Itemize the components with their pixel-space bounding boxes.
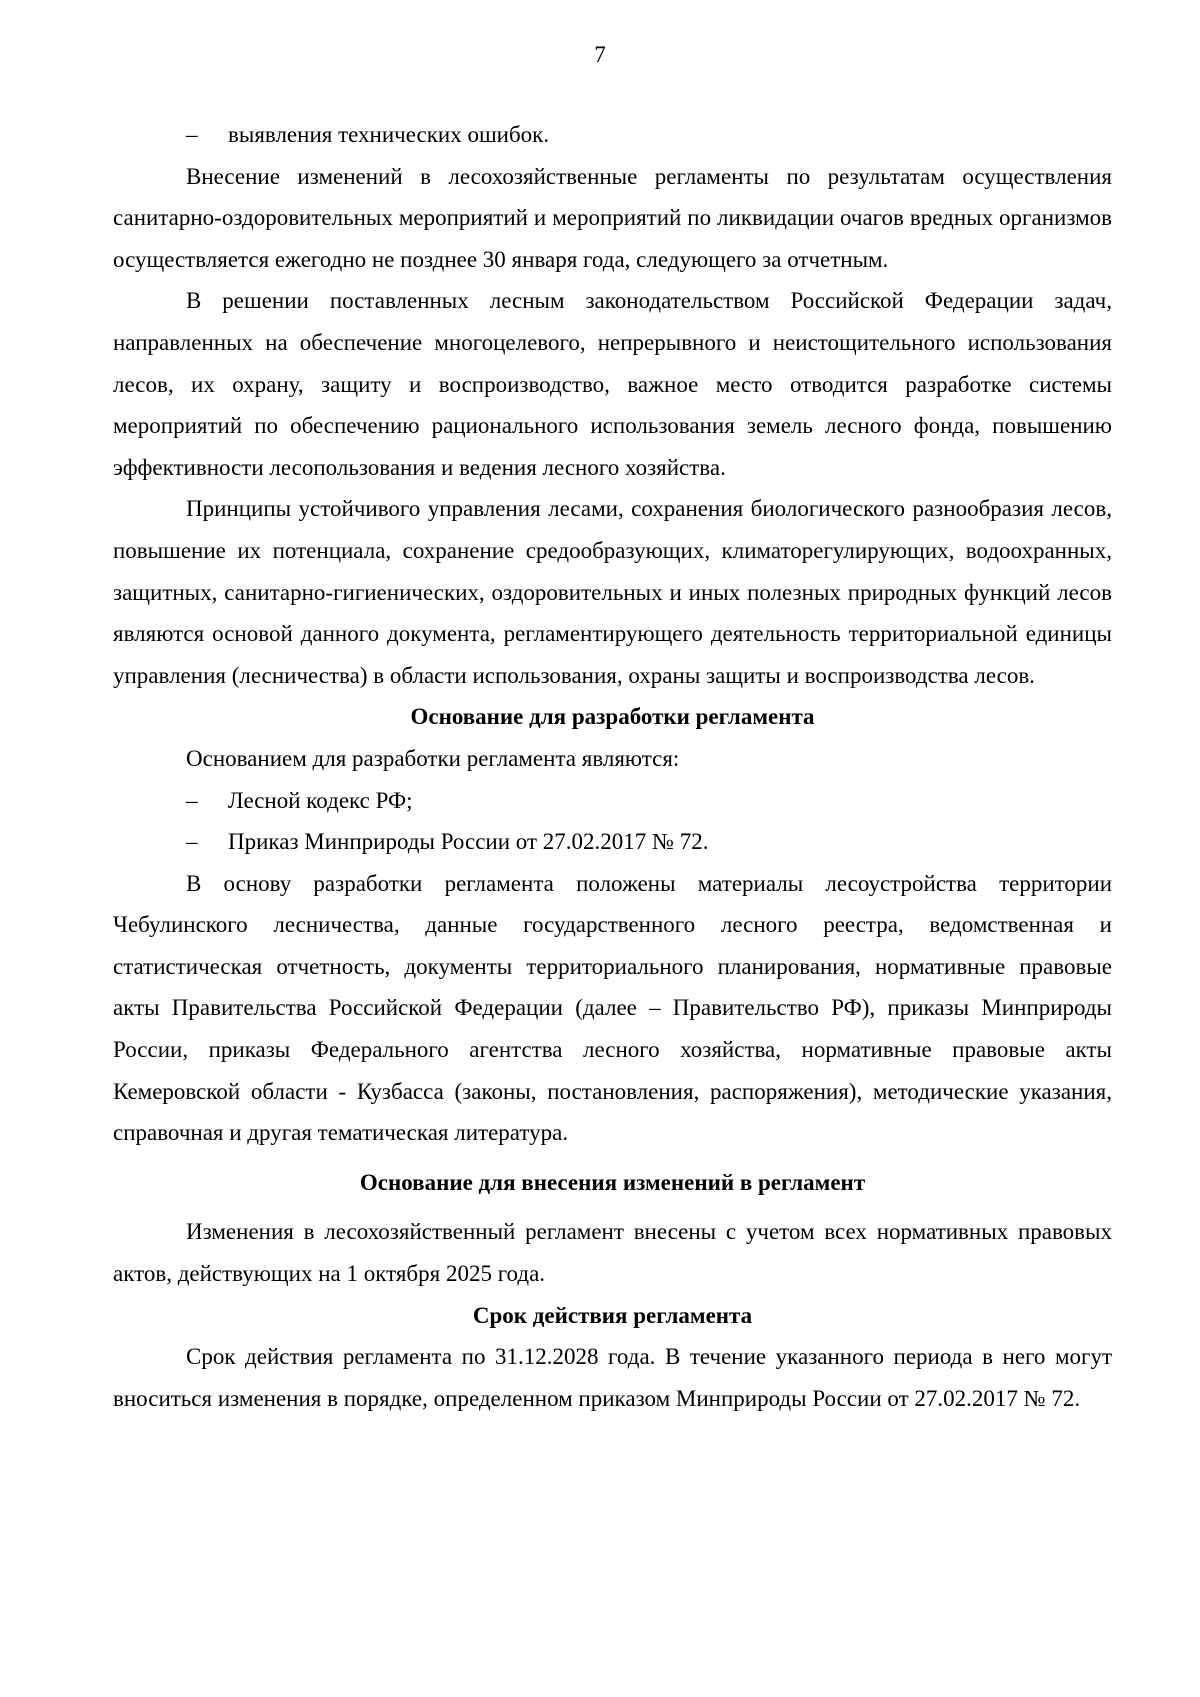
paragraph-sustainable-principles: Принципы устойчивого управления лесами, сохранения биологического разнообразия лесов, повышение их потенциала, сохранение средообразующих, климаторегулирующих, водоохранных, защитных, санитарно-гигиенических, оздоровительных и иных полезных природных функций лесов являются основой данного документа, регламентирующего деятельность территориальной единицы управления (лесничества) в области использования, охраны защиты и воспроизводства лесов. bbox=[113, 496, 1112, 688]
list-item bbox=[113, 114, 1112, 156]
list-item-text: Лесной кодекс РФ; bbox=[228, 787, 413, 813]
list-item bbox=[113, 821, 1112, 863]
paragraph-basis-materials: В основу разработки регламента положены материалы лесоустройства территории Чебулинского лесничества, данные государственного лесного реестра, ведомственная и статистическая отчетность, документы территориального планирования, нормативные правовые акты Правительства Российской Федерации (далее – Правительство РФ), приказы Минприроды России, приказы Федерального агентства лесного хозяйства, нормативные правовые акты Кемеровской области - Кузбасса (законы, постановления, распоряжения), методические указания, справочная и другая тематическая литература. bbox=[113, 870, 1112, 1146]
paragraph-amendments-basis: Изменения в лесохозяйственный регламент внесены с учетом всех нормативных правовых актов, действующих на 1 октября 2025 года. bbox=[113, 1219, 1112, 1287]
document-body bbox=[113, 114, 1112, 1419]
paragraph-validity-period: Срок действия регламента по 31.12.2028 года. В течение указанного периода в него могут вноситься изменения в порядке, определенном приказом Минприроды России от 27.02.2017 № 72. bbox=[113, 1344, 1112, 1411]
page-number: 7 bbox=[594, 42, 606, 67]
section-heading-amendments: Основание для внесения изменений в регламент bbox=[359, 1169, 866, 1195]
list-item-text: Приказ Минприроды России от 27.02.2017 № 72. bbox=[228, 829, 709, 855]
section-heading-validity: Срок действия регламента bbox=[472, 1302, 753, 1328]
list-dash: – bbox=[186, 787, 198, 813]
section-heading-basis: Основание для разработки регламента bbox=[410, 704, 815, 730]
list-item-text: выявления технических ошибок. bbox=[228, 122, 550, 147]
list-item bbox=[113, 780, 1112, 822]
list-dash: – bbox=[186, 122, 198, 147]
paragraph-forest-legislation: В решении поставленных лесным законодательством Российской Федерации задач, направленных на обеспечение многоцелевого, непрерывного и неистощительного использования лесов, их охрану, защиту и воспроизводство, важное место отводится разработке системы мероприятий по обеспечению рационального использования земель лесного фонда, повышению эффективности лесопользования и ведения лесного хозяйства. bbox=[113, 288, 1112, 480]
list-dash: – bbox=[186, 829, 198, 855]
paragraph-basis-lead: Основанием для разработки регламента являются: bbox=[186, 745, 680, 771]
paragraph-amendments-timing: Внесение изменений в лесохозяйственные регламенты по результатам осуществления санитарно-оздоровительных мероприятий и мероприятий по ликвидации очагов вредных организмов осуществляется ежегодно не позднее 30 января года, следующего за отчетным. bbox=[113, 163, 1112, 272]
